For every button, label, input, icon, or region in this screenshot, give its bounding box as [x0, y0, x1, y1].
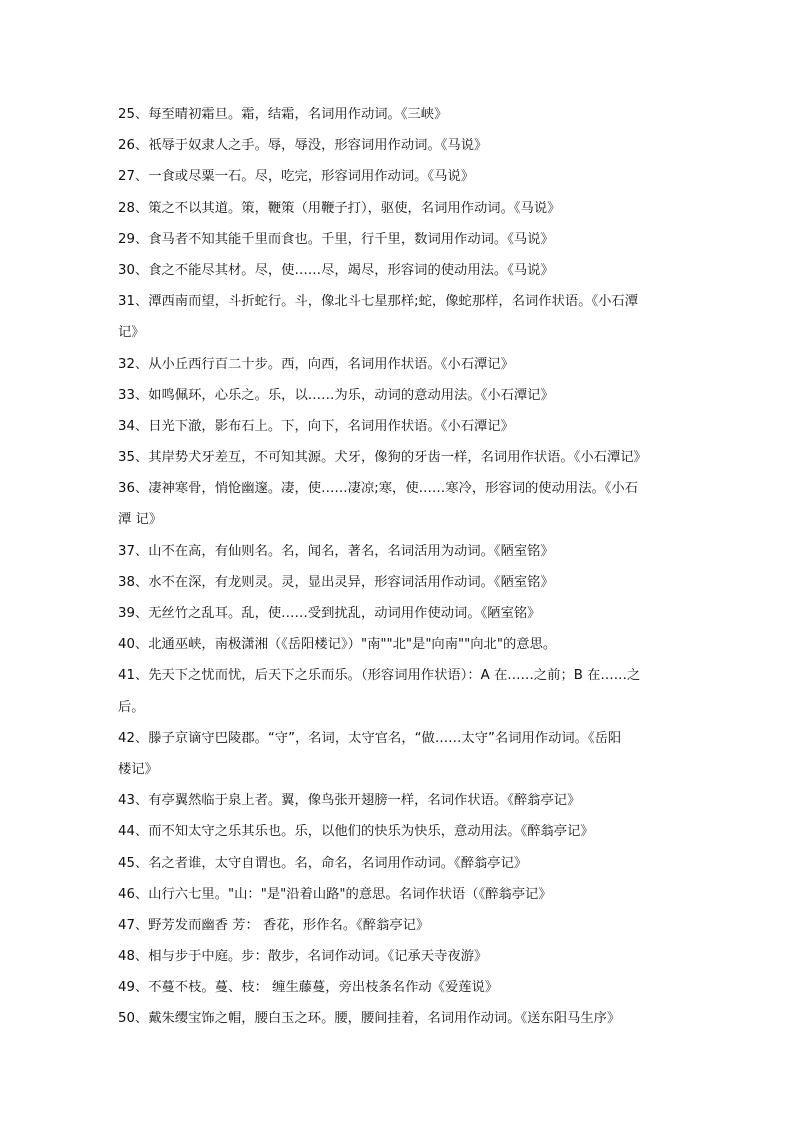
text-line: 25、每至晴初霜旦。霜，结霜，名词用作动词。《三峡》 — [118, 107, 448, 122]
text-line: 37、山不在高，有仙则名。名，闻名，著名，名词活用为动词。《陋室铭》 — [118, 543, 554, 559]
text-line: 30、食之不能尽其材。尽，使……尽，竭尽，形容词的使动用法。《马说》 — [118, 262, 554, 278]
text-line: 29、食马者不知其能千里而食也。千里，行千里，数词用作动词。《马说》 — [118, 231, 554, 247]
text-line: 41、先天下之忧而忧，后天下之乐而乐。（形容词用作状语）：A 在……之前；B 在……之 — [118, 668, 641, 684]
text-line: 38、水不在深，有龙则灵。灵，显出灵异，形容词活用作动词。《陋室铭》 — [118, 574, 554, 590]
text-line: 记》 — [118, 325, 145, 341]
text-line: 43、有亭翼然临于泉上者。翼，像鸟张开翅膀一样，名词作状语。《醉翁亭记》 — [118, 793, 581, 809]
text-line: 35、其岸势犬牙差互，不可知其源。犬牙，像狗的牙齿一样，名词用作状语。《小石潭记》 — [118, 450, 647, 466]
text-line: 后。 — [118, 699, 145, 715]
text-line: 39、无丝竹之乱耳。乱，使……受到扰乱，动词用作使动词。《陋室铭》 — [118, 606, 541, 621]
text-line: 27、一食或尽粟一石。尽，吃完，形容词用作动词。《马说》 — [118, 169, 474, 185]
text-line: 48、相与步于中庭。步：散步，名词作动词。《记承天寺夜游》 — [118, 949, 488, 965]
text-line: 50、戴朱缨宝饰之帽，腰白玉之环。腰，腰间挂着，名词用作动词。《送东阳马生序》 — [118, 1011, 621, 1027]
text-line: 47、野芳发而幽香 芳： 香花，形作名。《醉翁亭记》 — [118, 917, 430, 933]
text-line: 楼记》 — [118, 761, 158, 777]
text-line: 26、祇辱于奴隶人之手。辱，辱没，形容词用作动词。《马说》 — [118, 138, 488, 154]
text-line: 49、不蔓不枝。蔓、枝： 缠生藤蔓，旁出枝条名作动《爱莲说》 — [118, 980, 499, 996]
text-line: 31、潭西南而望，斗折蛇行。斗，像北斗七星那样;蛇，像蛇那样，名词作状语。《小石潭 — [118, 294, 639, 310]
text-line: 36、凄神寒骨，悄怆幽邃。凄，使……凄凉;寒，使……寒冷，形容词的使动用法。《小石 — [118, 481, 639, 497]
text-line: 42、滕子京谪守巴陵郡。“守”，名词，太守官名，“做……太守”名词用作动词。《岳阳 — [118, 730, 622, 746]
text-line: 34、日光下澈，影布石上。下，向下，名词用作状语。《小石潭记》 — [118, 418, 514, 434]
text-line: 28、策之不以其道。策，鞭策（用鞭子打），驱使，名词用作动词。《马说》 — [118, 200, 561, 216]
text-line: 44、而不知太守之乐其乐也。乐，以他们的快乐为快乐，意动用法。《醉翁亭记》 — [118, 824, 594, 840]
text-line: 46、山行六七里。"山："是"沿着山路"的意思。名词作状语（《醉翁亭记》 — [118, 886, 552, 902]
text-line: 潭 记》 — [118, 512, 163, 528]
text-line: 33、如鸣佩环，心乐之。乐，以……为乐，动词的意动用法。《小石潭记》 — [118, 387, 554, 403]
text-line: 45、名之者谁，太守自谓也。名，命名，名词用作动词。《醉翁亭记》 — [118, 855, 528, 871]
document-body — [118, 99, 680, 1035]
text-line: 32、从小丘西行百二十步。西，向西，名词用作状语。《小石潭记》 — [118, 356, 514, 372]
text-line: 40、北通巫峡，南极潇湘（《岳阳楼记》）"南""北"是"向南""向北"的意思。 — [118, 637, 557, 653]
